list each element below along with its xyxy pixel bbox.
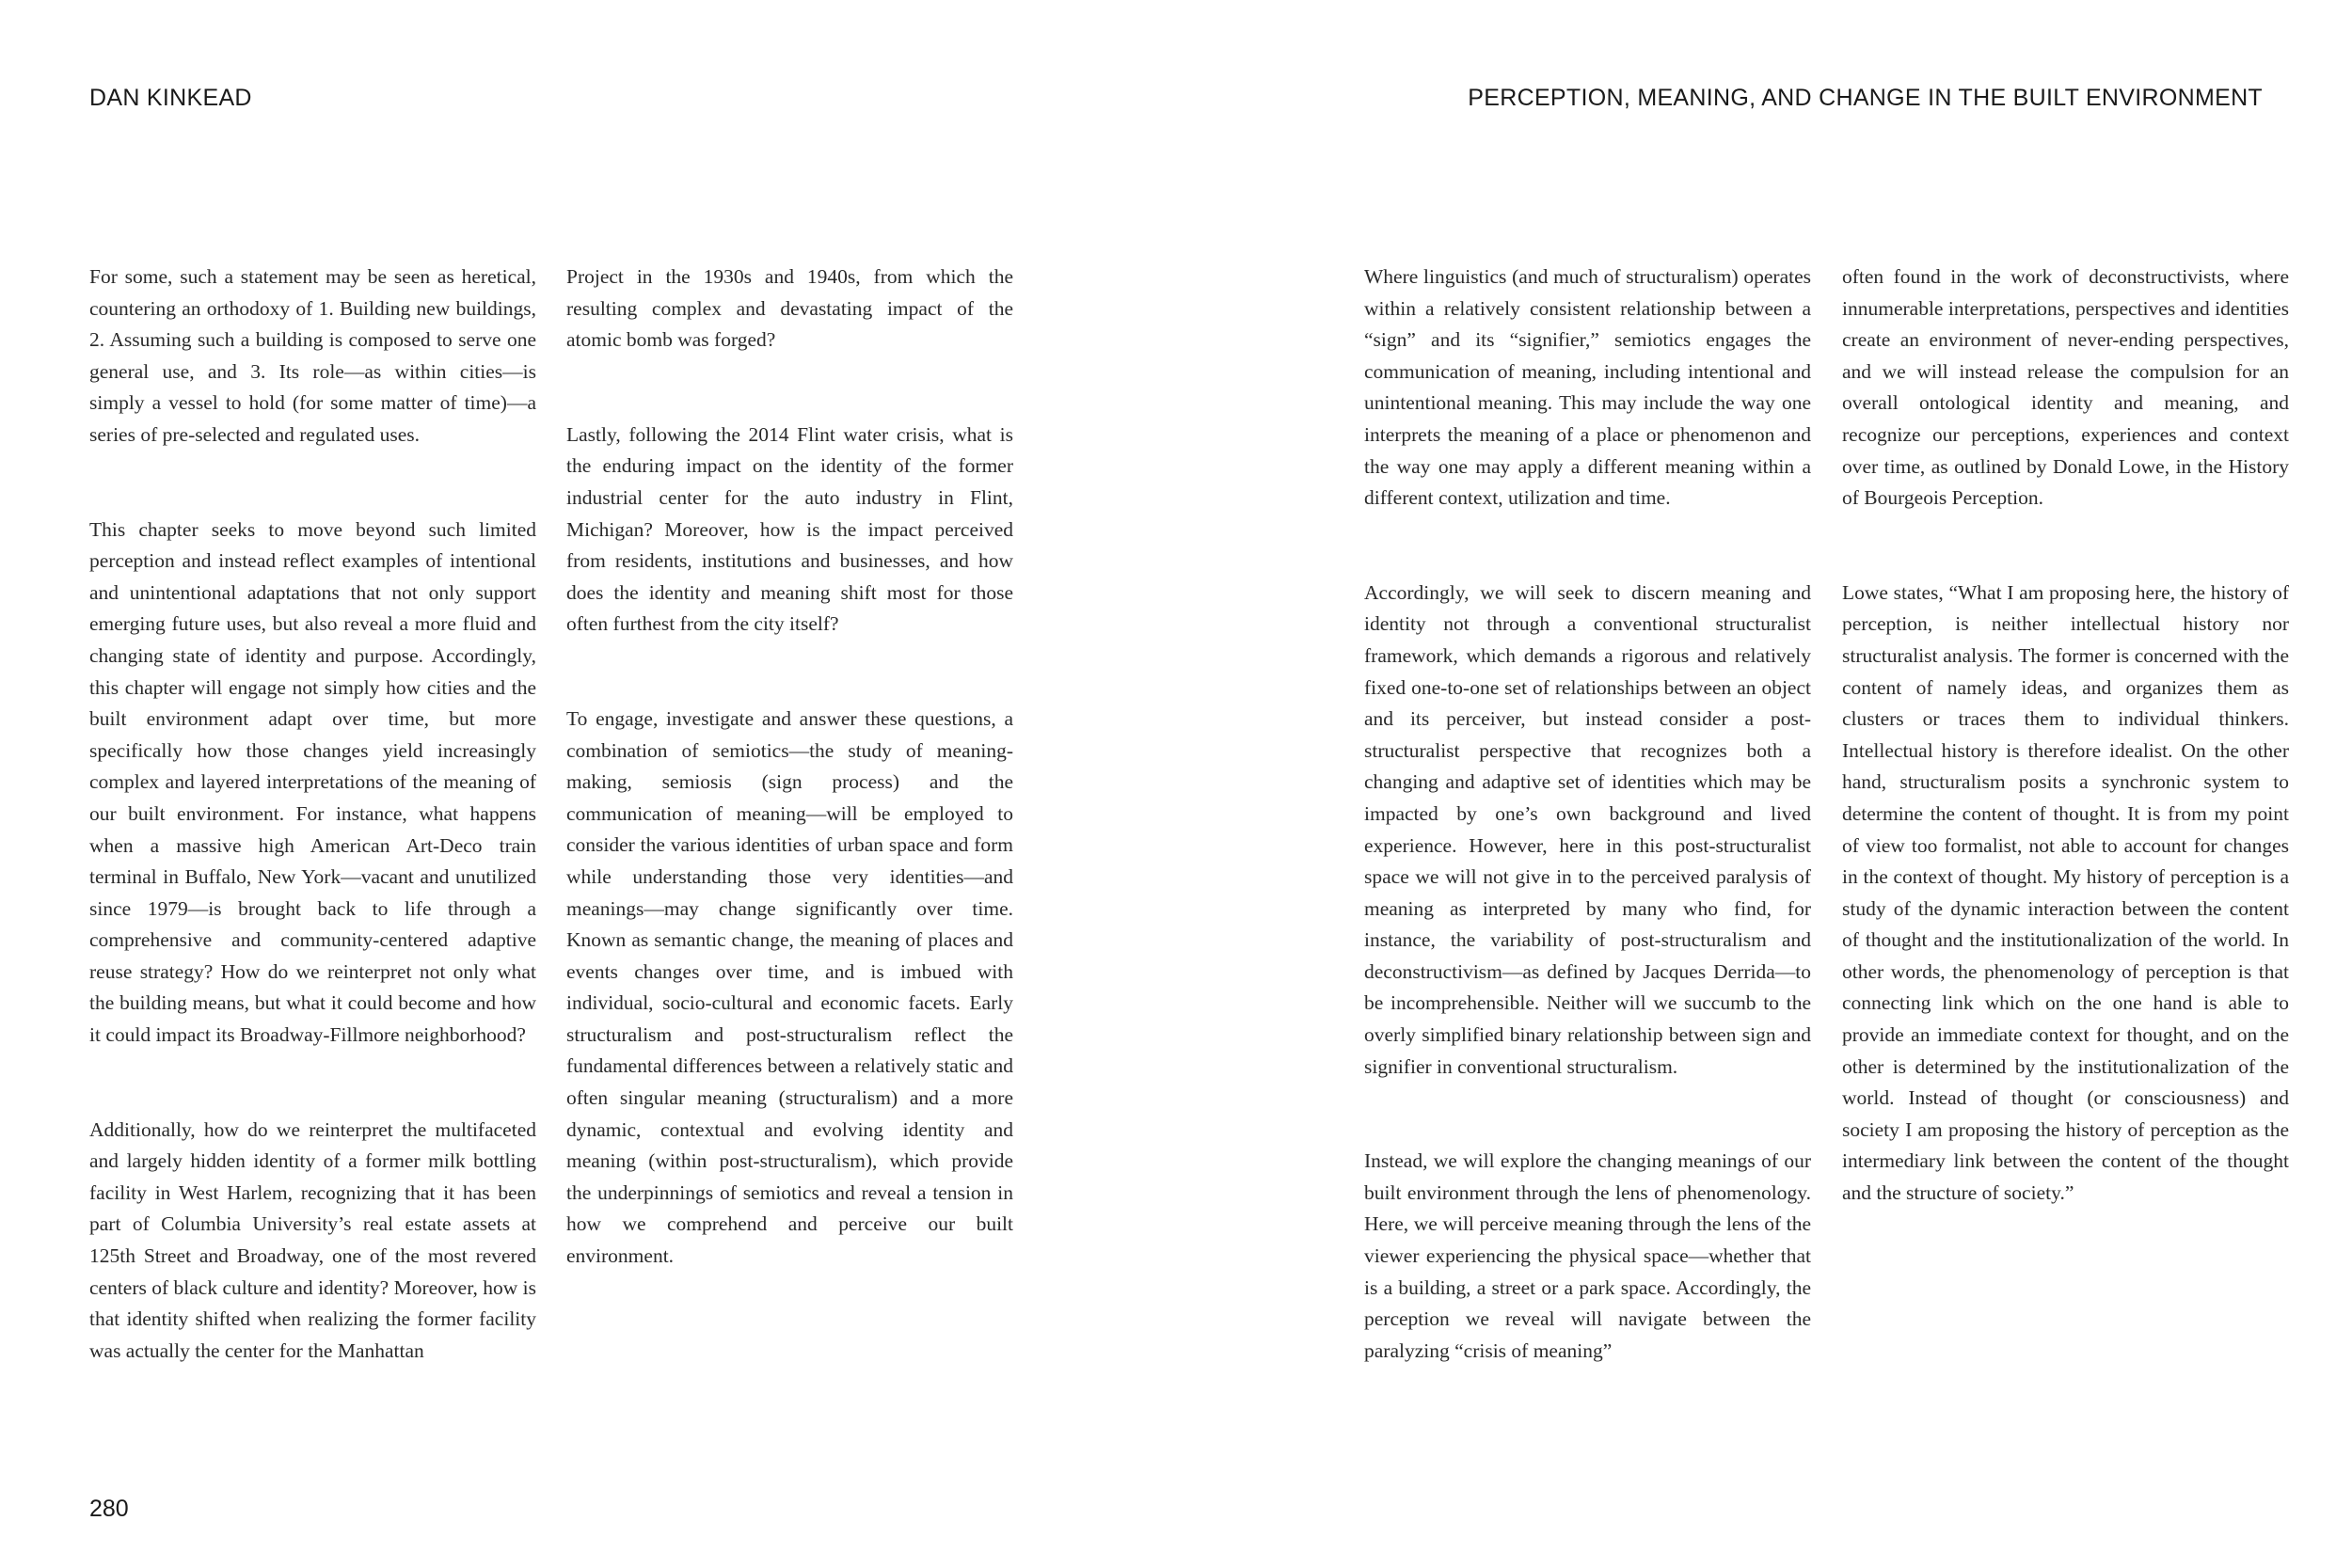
paragraph: Accordingly, we will seek to discern meaning and identity not through a conventional structuralist framework, which demands a rigorous and relatively fixed one-to-one set of relationships between an object and its perceiver, but instead consider a post-structuralist perspective that recognizes both a changing and adaptive set of identities which may be impacted by one’s own background and lived experience. However, here in this post-structuralist space we will not give in to the perceived paralysis of meaning as interpreted by many who find, for instance, the variability of post-structuralism and deconstructivism—as defined by Jacques Derrida—to be incomprehensible. Neither will we succumb to the overly simplified binary relationship between sign and signifier in conventional structuralism.: [1364, 580, 1811, 1078]
paragraph: Additionally, how do we reinterpret the multifaceted and largely hidden identity of a former milk bottling facility in West Harlem, recognizing that it has been part of Columbia University’s real estate assets at 125th Street and Broadway, one of the most revered centers of black culture and identity? Moreover, how is that identity shifted when realizing the former facility was actually the center for the Manhattan: [89, 1117, 536, 1362]
paragraph: For some, such a statement may be seen as heretical, countering an orthodoxy of 1. Building new buildings, 2. Assuming such a building is composed to serve one general use, and 3. Its role—as within cities—is simply a vessel to hold (for some matter of time)—a series of pre-selected and regulated uses.: [89, 265, 536, 446]
text-column-3: [1364, 261, 1811, 1367]
paragraph: often found in the work of deconstructivists, where innumerable interpretations, perspectives and identities create an environment of never-ending perspectives, and we will instead release the compulsion for an overall ontological identity and meaning, and recognize our perceptions, experiences and context over time, as outlined by Donald Lowe, in the History of Bourgeois Perception.: [1842, 265, 2289, 510]
text-column-4: [1842, 261, 2289, 1210]
paragraph: Project in the 1930s and 1940s, from which the resulting complex and devastating impact of the atomic bomb was forged?: [566, 265, 1013, 352]
paragraph: Lastly, following the 2014 Flint water crisis, what is the enduring impact on the identity of the former industrial center for the auto industry in Flint, Michigan? Moreover, how is the impact perceived from residents, institutions and businesses, and how does the identity and meaning shift most for those often furthest from the city itself?: [566, 422, 1013, 636]
paragraph: Lowe states, “What I am proposing here, the history of perception, is neither intellectual history nor structuralist analysis. The former is concerned with the content of namely ideas, and organizes them as clusters or traces them to individual thinkers. Intellectual history is therefore idealist. On the other hand, structuralism posits a synchronic system to determine the content of thought. It is from my point of view too formalist, not able to account for changes in the context of thought. My history of perception is a study of the dynamic interaction between the content of thought and the institutionalization of the world. In other words, the phenomenology of perception is that connecting link which on the one hand is able to provide an immediate context for thought, and on the other is determined by the institutionalization of the world. Instead of thought (or consciousness) and society I am proposing the history of perception as the intermediary link between the content of the thought and the structure of society.”: [1842, 580, 2289, 1205]
paragraph: Where linguistics (and much of structuralism) operates within a relatively consistent relationship between a “sign” and its “signifier,” semiotics engages the communication of meaning, including intentional and unintentional meaning. This may include the way one interprets the meaning of a place or phenomenon and the way one may apply a different meaning within a different context, utilization and time.: [1364, 265, 1811, 510]
running-head-title: PERCEPTION, MEANING, AND CHANGE IN THE BUILT ENVIRONMENT: [1468, 85, 2263, 111]
running-head-author: DAN KINKEAD: [89, 85, 252, 111]
text-column-2: [566, 261, 1013, 1273]
paragraph: This chapter seeks to move beyond such limited perception and instead reflect examples of intentional and unintentional adaptations that not only support emerging future uses, but also reveal a more fluid and changing state of identity and purpose. Accordingly, this chapter will engage not simply how cities and the built environment adapt over time, but more specifically how those changes yield increasingly complex and layered interpretations of the meaning of our built environment. For instance, what happens when a massive high American Art-Deco train terminal in Buffalo, New York—vacant and unutilized since 1979—is brought back to life through a comprehensive and community-centered adaptive reuse strategy? How do we reinterpret not only what the building means, but what it could become and how it could impact its Broadway-Fillmore neighborhood?: [89, 517, 536, 1047]
page-number: 280: [89, 1496, 129, 1522]
text-column-1: [89, 261, 536, 1367]
paragraph: Instead, we will explore the changing meanings of our built environment through the lens of phenomenology. Here, we will perceive meaning through the lens of the viewer experiencing the physical space—whether that is a building, a street or a park space. Accordingly, the perception we reveal will navigate between the paralyzing “crisis of meaning”: [1364, 1149, 1811, 1362]
paragraph: To engage, investigate and answer these questions, a combination of semiotics—the study of meaning-making, semiosis (sign process) and the communication of meaning—will be employed to consider the various identities of urban space and form while understanding those very identities—and meanings—may change significantly over time. Known as semantic change, the meaning of places and events changes over time, and is imbued with individual, socio-cultural and economic facets. Early structuralism and post-structuralism reflect the fundamental differences between a relatively static and often singular meaning (structuralism) and a more dynamic, contextual and evolving identity and meaning (within post-structuralism), which provide the underpinnings of semiotics and reveal a tension in how we comprehend and perceive our built environment.: [566, 706, 1013, 1268]
